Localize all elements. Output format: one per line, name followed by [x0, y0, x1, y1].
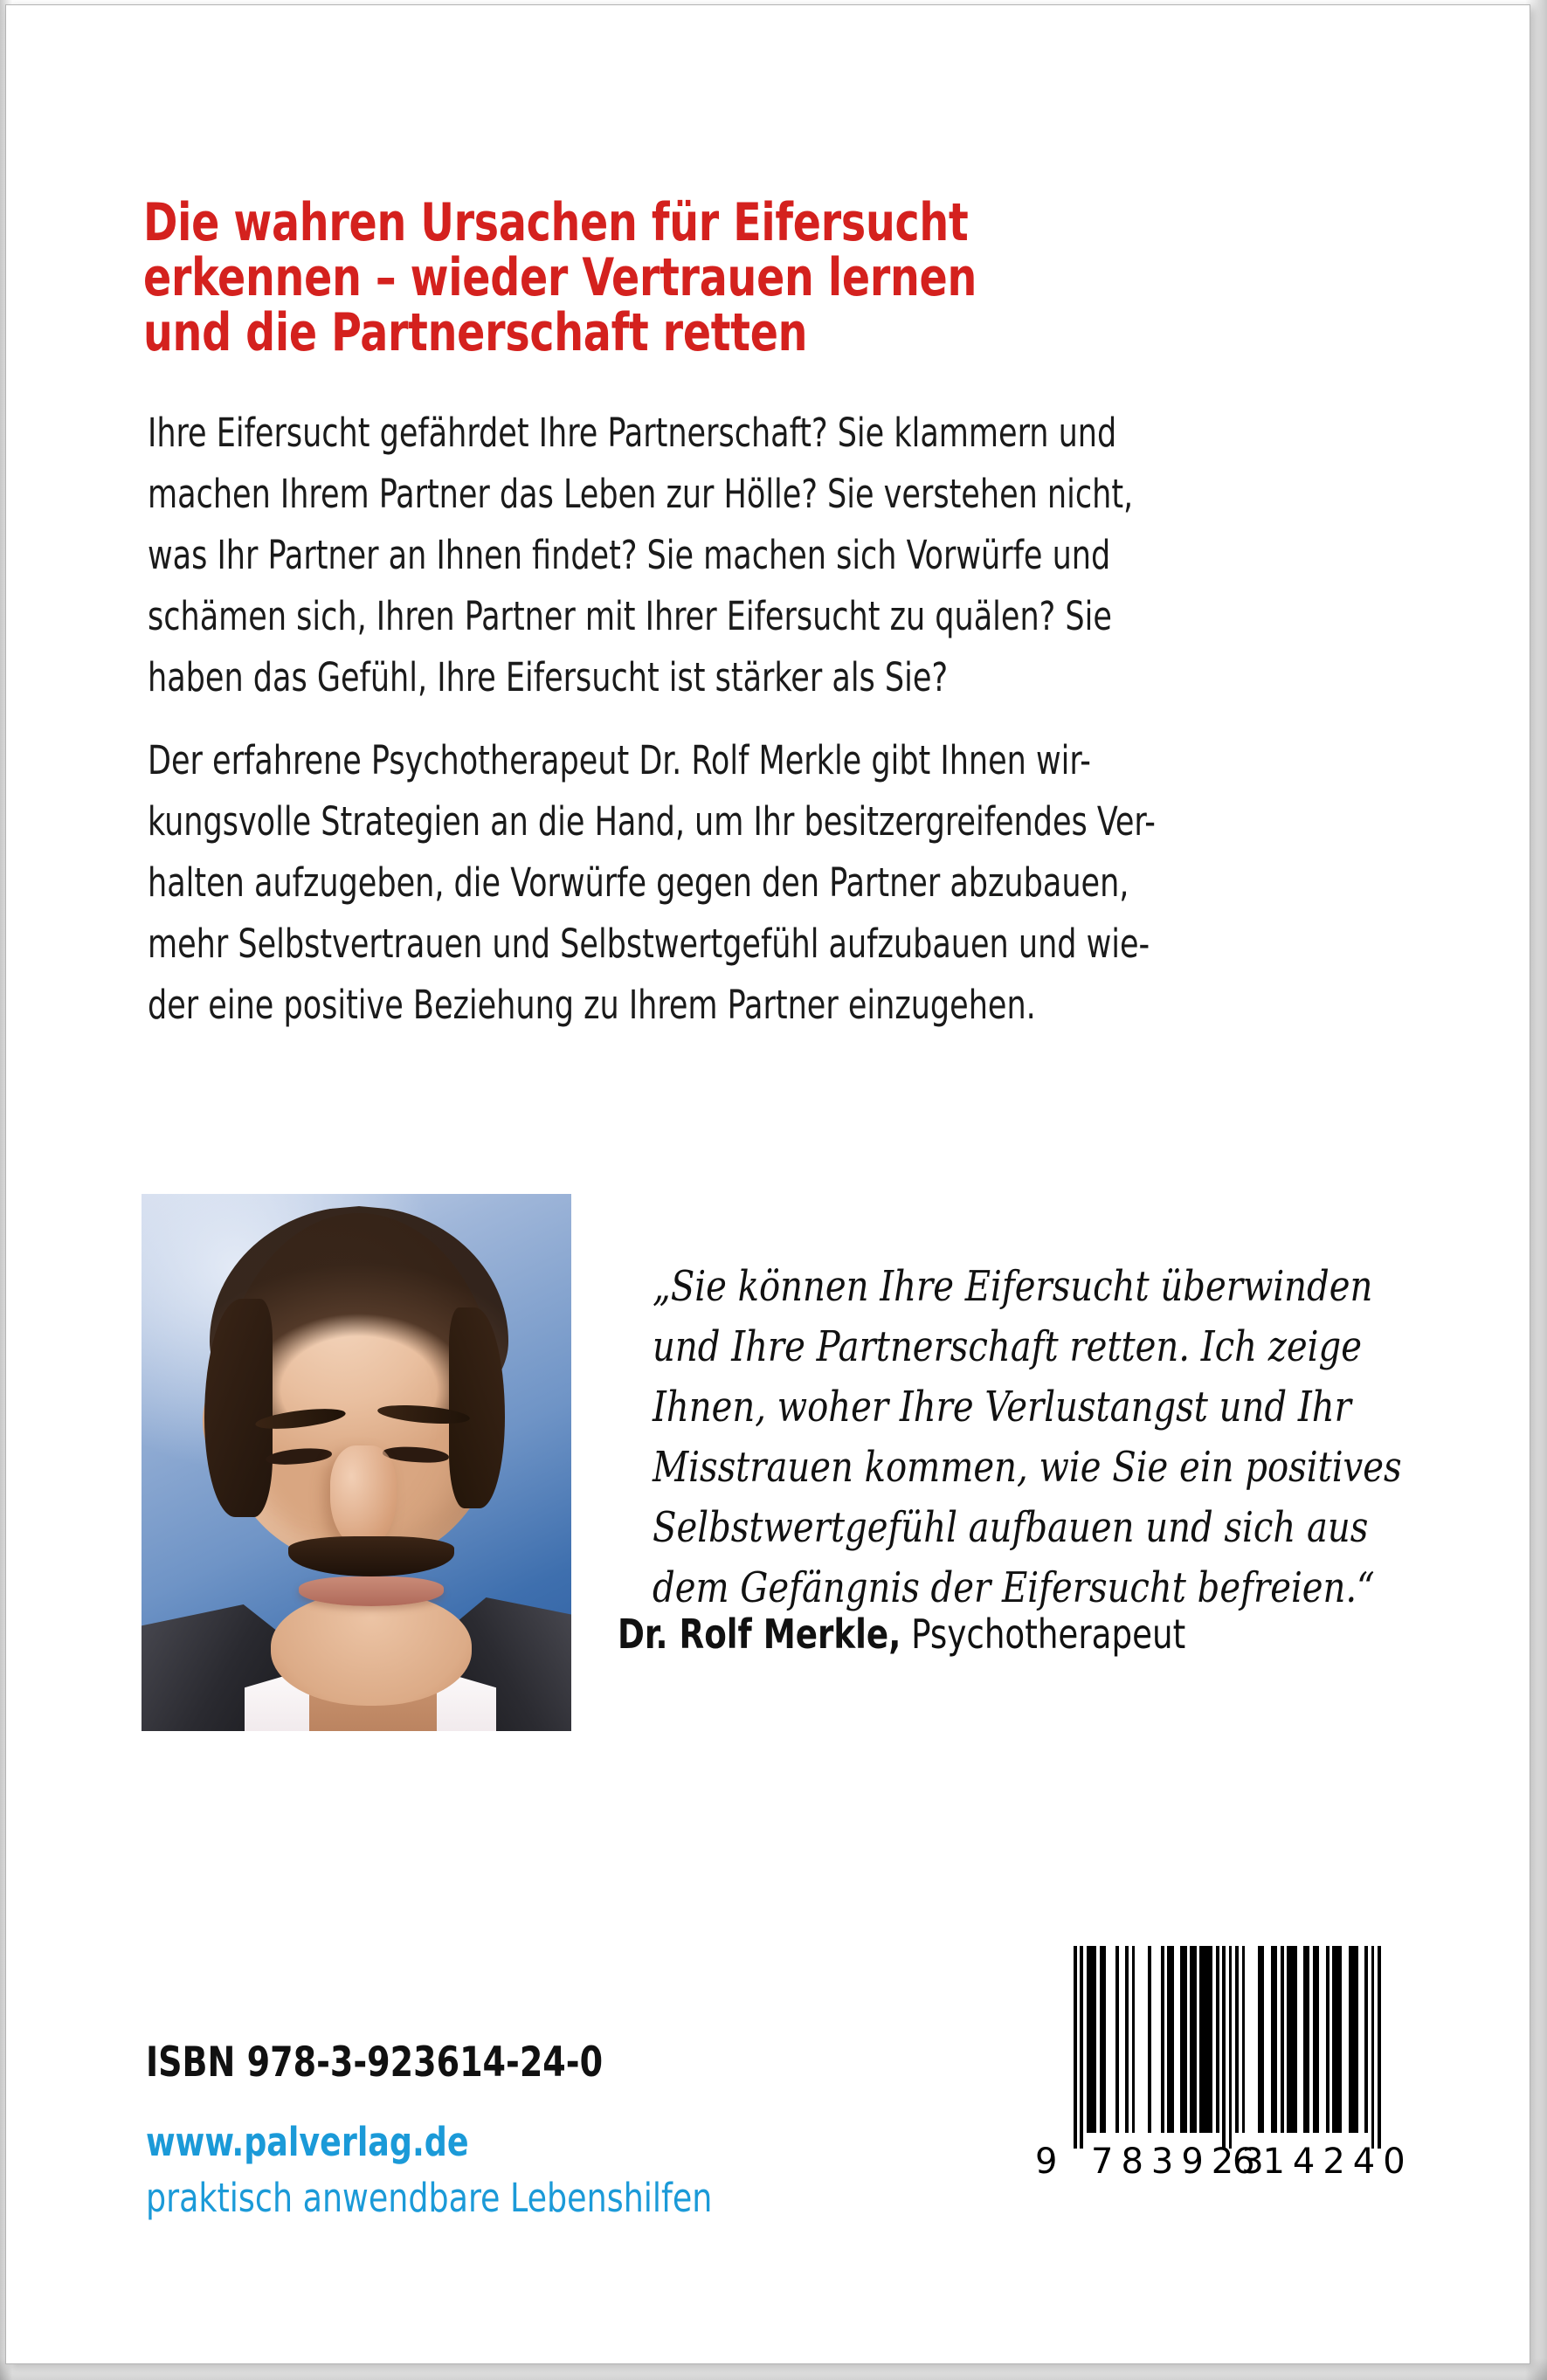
body2-line-1: Der erfahrene Psychotherapeut Dr. Rolf Merkle gibt Ihnen wir- [148, 737, 1091, 783]
quote-line-4: Misstrauen kommen, wie Sie ein positives [653, 1443, 1402, 1492]
author-role: Psychotherapeut [901, 1611, 1186, 1658]
book-back-cover [5, 4, 1530, 2364]
barcode-right-group: 614240 [1233, 2142, 1413, 2182]
body1-line-2: machen Ihrem Partner das Leben zur Hölle? Sie verstehen nicht, [148, 471, 1134, 517]
body-paragraph-1 [148, 403, 1403, 708]
barcode-bar [1167, 1946, 1173, 2133]
barcode-bar [1358, 1946, 1364, 2133]
body-paragraph-2 [148, 730, 1403, 1036]
barcode-bar [1271, 1946, 1277, 2133]
barcode-bar [1174, 1946, 1180, 2133]
chin-shape [271, 1592, 472, 1706]
barcode-bar [1180, 1946, 1186, 2133]
barcode-bar [1319, 1946, 1325, 2133]
ean13-barcode [1035, 1946, 1413, 2182]
body1-line-1: Ihre Eifersucht gefährdet Ihre Partnerschaft? Sie klammern und [148, 410, 1117, 456]
publisher-tagline: praktisch anwendbare Lebenshilfen [146, 2175, 713, 2221]
barcode-bar [1119, 1946, 1125, 2133]
barcode-bar [1303, 1946, 1309, 2133]
nose-shape [330, 1445, 397, 1549]
barcode-bar [1100, 1946, 1106, 2133]
barcode-bar [1313, 1946, 1319, 2133]
body2-line-4: mehr Selbstvertrauen und Selbstwertgefühl aufzubauen und wie- [148, 921, 1150, 967]
body2-line-2: kungsvolle Strategien an die Hand, um Ihr besitzergreifendes Ver- [148, 798, 1156, 845]
quote-line-1: „Sie können Ihre Eifersucht überwinden [653, 1262, 1373, 1311]
barcode-bar [1297, 1946, 1303, 2133]
barcode-bar [1106, 1946, 1115, 2133]
barcode-left-group: 783923 [1091, 2142, 1272, 2182]
barcode-bar [1332, 1946, 1342, 2133]
barcode-bar [1190, 1946, 1196, 2133]
barcode-bar [1135, 1946, 1148, 2133]
quote-line-3: Ihnen, woher Ihre Verlustangst und Ihr [653, 1383, 1351, 1431]
quote-line-2: und Ihre Partnerschaft retten. Ich zeige [653, 1322, 1362, 1371]
barcode-bar [1087, 1946, 1096, 2133]
author-name: Dr. Rolf Merkle, [618, 1611, 901, 1658]
author-quote [653, 1257, 1439, 1618]
quote-line-5: Selbstwertgefühl aufbauen und sich aus [653, 1503, 1369, 1552]
barcode-bar [1151, 1946, 1161, 2133]
isbn-text: ISBN 978-3-923614-24-0 [146, 2039, 604, 2087]
author-portrait-photo [142, 1194, 571, 1731]
page-title [143, 192, 1258, 364]
body1-line-5: haben das Gefühl, Ihre Eifersucht ist stärker als Sie? [148, 654, 949, 700]
mouth-shape [299, 1576, 444, 1606]
body2-line-3: halten aufzugeben, die Vorwürfe gegen den Partner abzubauen, [148, 859, 1129, 906]
publisher-website-link[interactable]: www.palverlag.de [146, 2119, 469, 2165]
barcode-bar [1258, 1946, 1264, 2133]
headline-line-3: und die Partnerschaft retten [143, 302, 808, 364]
body1-line-4: schämen sich, Ihren Partner mit Ihrer Eifersucht zu quälen? Sie [148, 593, 1112, 639]
barcode-bar [1199, 1946, 1212, 2133]
barcode-bar [1287, 1946, 1296, 2133]
headline-line-1: Die wahren Ursachen für Eifersucht [143, 192, 969, 254]
barcode-bar [1378, 1946, 1381, 2149]
barcode-bar [1342, 1946, 1348, 2133]
body2-line-5: der eine positive Beziehung zu Ihrem Partner einzugehen. [148, 982, 1036, 1028]
body1-line-3: was Ihr Partner an Ihnen findet? Sie machen sich Vorwürfe und [148, 532, 1111, 578]
barcode-lead-digit: 9 [1035, 2142, 1059, 2182]
barcode-bars [1074, 1946, 1381, 2149]
quote-line-6: dem Gefängnis der Eifersucht befreien.“ [653, 1563, 1375, 1612]
barcode-bar [1245, 1946, 1258, 2133]
barcode-bar [1349, 1946, 1358, 2133]
quote-attribution [618, 1611, 1185, 1658]
barcode-bar [1264, 1946, 1270, 2133]
headline-line-2: erkennen – wieder Vertrauen lernen [143, 247, 977, 309]
